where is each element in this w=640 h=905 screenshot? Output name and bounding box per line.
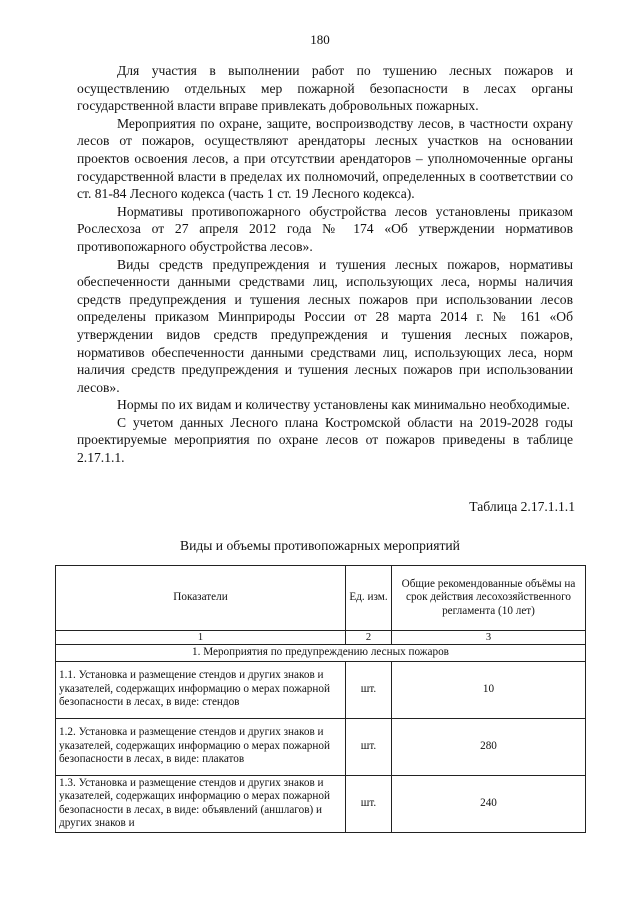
header-indicators: Показатели — [56, 566, 346, 631]
column-number-2: 2 — [346, 631, 392, 645]
paragraph-3: Нормативы противопожарного обустройства лесов установлены приказом Рослесхоза от 27 апреля 2012 года № 174 «Об утверждении нормативов противопожарного обустройства лесов». — [77, 203, 573, 254]
table-header-row — [56, 566, 586, 631]
paragraph-6: С учетом данных Лесного плана Костромской области на 2019-2028 годы проектируемые мероприятия по охране лесов от пожаров приведены в таблице 2.17.1.1. — [77, 414, 573, 466]
table-row — [56, 661, 586, 718]
row-value: 240 — [392, 775, 586, 832]
column-number-row — [56, 631, 586, 645]
header-volume: Общие рекомендованные объёмы на срок действия лесохозяйственного регламента (10 лет) — [392, 566, 586, 631]
row-value: 10 — [392, 661, 586, 718]
section-row — [56, 645, 586, 662]
section-title: 1. Мероприятия по предупреждению лесных пожаров — [56, 645, 586, 662]
row-indicator: 1.3. Установка и размещение стендов и других знаков и указателей, содержащих информацию о мерах пожарной безопасности в лесах, в виде: объявлений (аншлагов) и других знаков и — [56, 775, 346, 832]
column-number-3: 3 — [392, 631, 586, 645]
row-indicator: 1.1. Установка и размещение стендов и других знаков и указателей, содержащих информацию о мерах пожарной безопасности в лесах, в виде: стендов — [56, 661, 346, 718]
table-row — [56, 775, 586, 832]
row-unit: шт. — [346, 661, 392, 718]
row-unit: шт. — [346, 718, 392, 775]
paragraph-4: Виды средств предупреждения и тушения лесных пожаров, нормативы обеспеченности данными средствами лиц, использующих леса, нормы наличия средств предупреждения и тушения лесных пожаров при использовании лесов определены приказом Минприроды России от 28 марта 2014 г. № 161 «Об утверждении видов средств предупреждения и тушения лесных пожаров, нормативов обеспеченности данными средствами лиц, использующих леса, норм наличия средств предупреждения и тушения лесных пожаров при использовании лесов». — [77, 256, 573, 395]
table-title: Виды и объемы противопожарных мероприятий — [180, 538, 460, 553]
header-unit: Ед. изм. — [346, 566, 392, 631]
row-unit: шт. — [346, 775, 392, 832]
paragraph-5: Нормы по их видам и количеству установлены как минимально необходимые. — [117, 397, 570, 413]
body-text — [77, 62, 573, 467]
fire-measures-table — [55, 565, 586, 833]
page-number: 180 — [310, 32, 330, 47]
table-reference: Таблица 2.17.1.1.1 — [469, 499, 575, 514]
paragraph-1: Для участия в выполнении работ по тушению лесных пожаров и осуществлению отдельных мер пожарной безопасности в лесах органы государственной власти вправе привлекать добровольных пожарных. — [77, 63, 573, 114]
paragraph-2: Мероприятия по охране, защите, воспроизводству лесов, в частности охрану лесов от пожаров, осуществляют арендаторы лесных участков на основании проектов освоения лесов, а при отсутствии арендаторов – уполномоченные органы государственной власти в пределах их полномочий, определенных в соответствии со ст. 81-84 Лесного кодекса (часть 1 ст. 19 Лесного кодекса). — [77, 115, 573, 202]
table-row — [56, 718, 586, 775]
row-indicator: 1.2. Установка и размещение стендов и других знаков и указателей, содержащих информацию о мерах пожарной безопасности в лесах, в виде: плакатов — [56, 718, 346, 775]
column-number-1: 1 — [56, 631, 346, 645]
row-value: 280 — [392, 718, 586, 775]
